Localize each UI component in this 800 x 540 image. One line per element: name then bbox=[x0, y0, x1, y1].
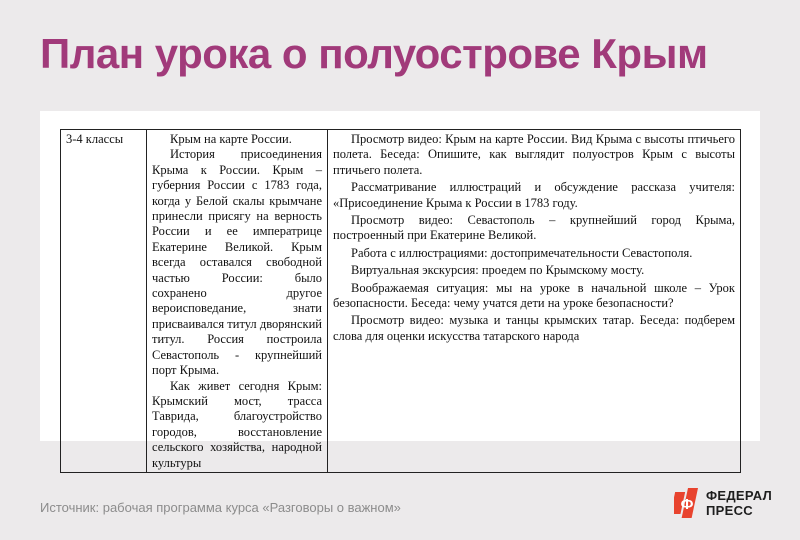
activity-paragraph: Виртуальная экскурсия: проедем по Крымскому мосту. bbox=[351, 263, 645, 278]
lesson-plan-table bbox=[60, 129, 741, 473]
grade-label: 3-4 классы bbox=[66, 132, 124, 146]
content-cell bbox=[147, 130, 328, 473]
content-paragraph: Как живет сегодня Крым: Крымский мост, трасса Таврида, благоустройство городов, восстановление сельского хозяйства, народной культуры bbox=[152, 378, 322, 470]
content-paragraph: История присоединения Крыма к России. Крым – губерния России с 1783 года, когда у Белой скалы крымчане принесли присягу на верность России и ее императрице Екатерине Великой. Крым всегда оставался свободной частью России: было сохранено другое вероисповедание, знати присваивался титул дворянский титул. Россия построила Севастополь - крупнейший порт Крыма. bbox=[152, 147, 322, 378]
activities-cell bbox=[328, 130, 741, 473]
logo-text-line1: ФЕДЕРАЛ bbox=[706, 488, 772, 503]
fp-logo-icon bbox=[674, 488, 702, 518]
activity-paragraph: Просмотр видео: Севастополь – крупнейший город Крыма, построенный при Екатерине Великой. bbox=[333, 213, 735, 243]
activity-paragraph: Воображаемая ситуация: мы на уроке в начальной школе – Урок безопасности. Беседа: чему учатся дети на уроке безопасности? bbox=[333, 280, 735, 311]
activity-paragraph: Работа с иллюстрациями: достопримечательности Севастополя. bbox=[351, 245, 693, 260]
document-card bbox=[40, 111, 760, 470]
activity-paragraph: Просмотр видео: музыка и танцы крымских татар. Беседа: подберем слова для оценки искусства татарского народа bbox=[333, 313, 735, 343]
activity-paragraph: Рассматривание иллюстраций и обсуждение рассказа учителя: «Присоединение Крыма к России в 1783 году. bbox=[333, 180, 735, 210]
page-title: План урока о полуострове Крым bbox=[40, 30, 708, 77]
content-paragraph: Крым на карте России. bbox=[170, 132, 292, 146]
grade-cell bbox=[61, 130, 147, 473]
table-row bbox=[61, 130, 741, 473]
activity-paragraph: Просмотр видео: Крым на карте России. Вид Крыма с высоты птичьего полета. Беседа: Опишите, как выглядит полуостров Крым с высоты птичьего полета. bbox=[333, 132, 735, 177]
logo-mark-letter: Ф bbox=[680, 496, 694, 513]
logo-text-line2: ПРЕСС bbox=[706, 503, 753, 518]
source-caption: Источник: рабочая программа курса «Разговоры о важном» bbox=[40, 500, 401, 515]
federal-press-logo bbox=[674, 486, 774, 522]
